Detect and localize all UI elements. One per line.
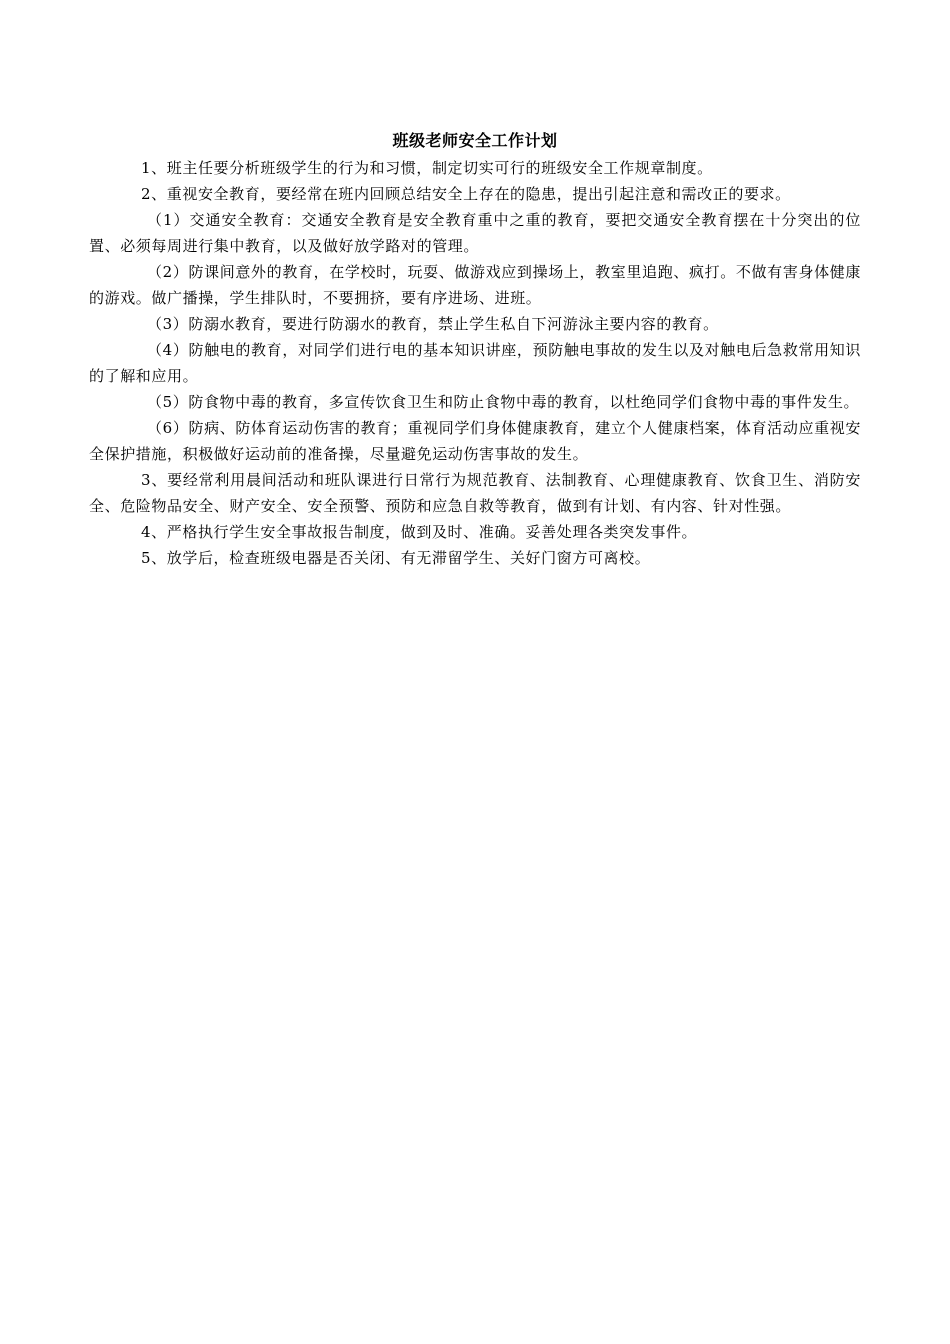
paragraph-2-4: （4）防触电的教育，对同学们进行电的基本知识讲座，预防触电事故的发生以及对触电后急救常用知识的了解和应用。 [89, 341, 861, 385]
paragraph-2-6: （6）防病、防体育运动伤害的教育；重视同学们身体健康教育，建立个人健康档案，体育活动应重视安全保护措施，积极做好运动前的准备操，尽量避免运动伤害事故的发生。 [89, 419, 861, 463]
paragraph-2: 2、重视安全教育，要经常在班内回顾总结安全上存在的隐患，提出引起注意和需改正的要求。 [141, 185, 791, 203]
paragraph-2-3: （3）防溺水教育，要进行防溺水的教育，禁止学生私自下河游泳主要内容的教育。 [147, 315, 719, 333]
paragraph-5: 5、放学后，检查班级电器是否关闭、有无滞留学生、关好门窗方可离校。 [141, 549, 651, 567]
paragraph-3: 3、要经常利用晨间活动和班队课进行日常行为规范教育、法制教育、心理健康教育、饮食卫生、消防安全、危险物品安全、财产安全、安全预警、预防和应急自救等教育，做到有计划、有内容、针对性强。 [89, 471, 861, 515]
paragraph-2-1: （1）交通安全教育：交通安全教育是安全教育重中之重的教育，要把交通安全教育摆在十分突出的位置、必须每周进行集中教育，以及做好放学路对的管理。 [89, 211, 861, 255]
document-page [89, 128, 861, 571]
paragraph-2-5: （5）防食物中毒的教育，多宣传饮食卫生和防止食物中毒的教育，以杜绝同学们食物中毒的事件发生。 [147, 393, 860, 411]
paragraph-4: 4、严格执行学生安全事故报告制度，做到及时、准确。妥善处理各类突发事件。 [141, 523, 698, 541]
paragraph-1: 1、班主任要分析班级学生的行为和习惯，制定切实可行的班级安全工作规章制度。 [141, 159, 713, 177]
paragraph-2-2: （2）防课间意外的教育，在学校时，玩耍、做游戏应到操场上，教室里追跑、疯打。不做有害身体健康的游戏。做广播操，学生排队时，不要拥挤，要有序进场、进班。 [89, 263, 861, 307]
document-title: 班级老师安全工作计划 [392, 131, 558, 150]
